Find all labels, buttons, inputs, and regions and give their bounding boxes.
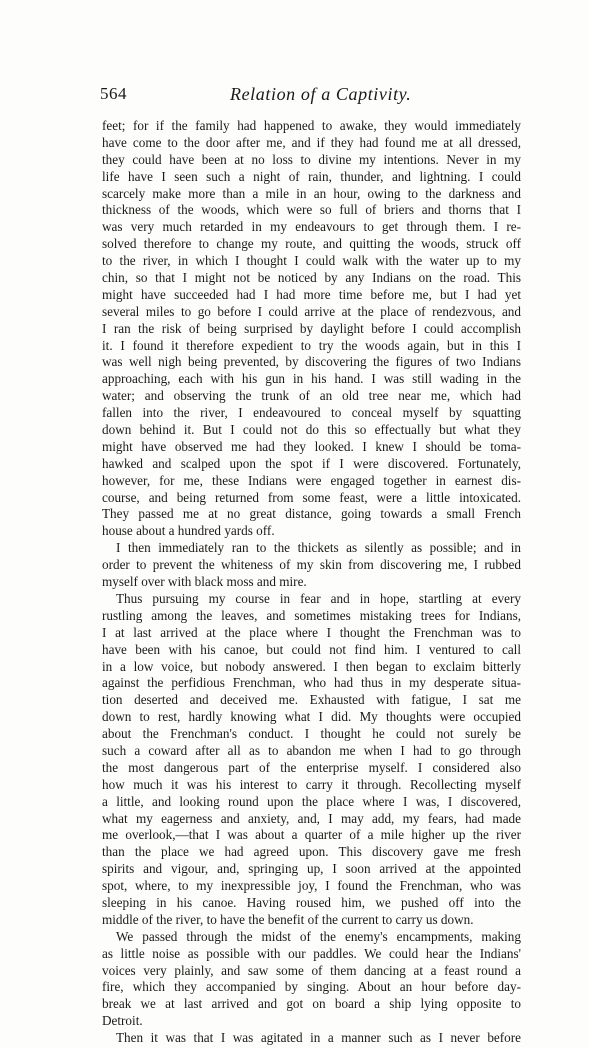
- text-line: house about a hundred yards off.: [102, 523, 275, 539]
- text-line: such a coward after all as to abandon me when I had to go through: [102, 742, 521, 758]
- text-line: I ran the risk of being surprised by daylight before I could accomplish: [102, 320, 521, 336]
- text-line: thickness of the woods, which were so full of briers and thorns that I: [102, 202, 521, 218]
- text-line: approaching, each with his gun in his hand. I was still wading in the: [102, 371, 521, 387]
- text-line: fallen into the river, I endeavoured to conceal myself by squatting: [102, 405, 521, 421]
- text-line: sleeping in his canoe. Having roused him, we pushed off into the: [102, 894, 521, 910]
- text-line: to the river, in which I thought I could walk with the water up to my: [102, 253, 521, 269]
- text-line: middle of the river, to have the benefit of the current to carry us down.: [102, 911, 474, 927]
- page-number: 564: [100, 84, 127, 103]
- text-line: order to prevent the whiteness of my skin from discovering me, I rubbed: [102, 557, 521, 573]
- text-line: chin, so that I might not be noticed by any Indians on the road. This: [102, 270, 521, 286]
- text-line: was well nigh being prevented, by discovering the figures of two Indians: [102, 354, 521, 370]
- text-line: might have observed me had they looked. I knew I should be toma-: [102, 438, 521, 454]
- text-line: tion deserted and deceived me. Exhausted with fatigue, I sat me: [102, 692, 521, 708]
- text-line: they could have been at no loss to divine my intentions. Never in my: [102, 151, 521, 167]
- text-line: however, for me, these Indians were engaged together in earnest dis-: [102, 472, 521, 488]
- text-line: I then immediately ran to the thickets as silently as possible; and in: [116, 540, 521, 556]
- text-line: scarcely make more than a mile in an hour, owing to the darkness and: [102, 185, 521, 201]
- text-line: was very much retarded in my endeavours to get through them. I re-: [102, 219, 521, 235]
- text-line: Detroit.: [102, 1013, 143, 1029]
- page-header: [100, 84, 520, 108]
- text-line: solved therefore to change my route, and quitting the woods, struck off: [102, 236, 521, 252]
- text-line: down behind it. But I could not do this so effectually but what they: [102, 422, 521, 438]
- text-line: course, and being returned from some feast, were a little intoxicated.: [102, 489, 521, 505]
- text-line: water; and observing the trunk of an old tree near me, which had: [102, 388, 521, 404]
- text-line: rustling among the leaves, and sometimes mistaking trees for Indians,: [102, 607, 521, 623]
- text-line: hawked and scalped upon the spot if I were discovered. Fortunately,: [102, 455, 521, 471]
- text-line: as little noise as possible with our paddles. We could hear the Indians': [102, 945, 521, 961]
- text-line: fire, which they accompanied by singing. About an hour before day-: [102, 979, 521, 995]
- text-line: might have succeeded had I had more time before me, but I had yet: [102, 286, 521, 302]
- text-line: how much it was his interest to carry it through. Recollecting myself: [102, 776, 521, 792]
- text-line: than the place we had agreed upon. This discovery gave me fresh: [102, 844, 521, 860]
- text-line: I at last arrived at the place where I thought the Frenchman was to: [102, 624, 521, 640]
- text-line: it. I found it therefore expedient to try the woods again, but in this I: [102, 337, 521, 353]
- text-line: against the perfidious Frenchman, who had thus in my desperate situa-: [102, 675, 521, 691]
- text-line: They passed me at no great distance, going towards a small French: [102, 506, 521, 522]
- text-line: myself over with black moss and mire.: [102, 574, 307, 590]
- text-line: what my eagerness and anxiety, and, I may add, my fears, had made: [102, 810, 521, 826]
- text-line: about the Frenchman's conduct. I thought he could not surely be: [102, 726, 521, 742]
- text-line: a little, and looking round upon the place where I was, I discovered,: [102, 793, 521, 809]
- text-line: Then it was that I was agitated in a manner such as I never before: [116, 1030, 521, 1046]
- text-line: have been with his canoe, but could not find him. I ventured to call: [102, 641, 521, 657]
- text-line: voices very plainly, and saw some of them dancing at a feast round a: [102, 962, 521, 978]
- text-line: spirits and vigour, and, springing up, I soon arrived at the appointed: [102, 861, 521, 877]
- text-line: Thus pursuing my course in fear and in hope, startling at every: [116, 590, 521, 606]
- text-line: in a low voice, but nobody answered. I then began to exclaim bitterly: [102, 658, 521, 674]
- text-line: the most dangerous part of the enterprise myself. I considered also: [102, 759, 521, 775]
- text-line: spot, where, to my inexpressible joy, I found the Frenchman, who was: [102, 878, 521, 894]
- text-line: break we at last arrived and got on board a ship lying opposite to: [102, 996, 521, 1012]
- text-line: have come to the door after me, and if they had found me at all dressed,: [102, 134, 521, 150]
- running-title: Relation of a Captivity.: [230, 84, 412, 104]
- body-text: [102, 118, 521, 1047]
- text-line: life have I seen such a night of rain, thunder, and lightning. I could: [102, 168, 521, 184]
- text-line: We passed through the midst of the enemy's encampments, making: [116, 928, 521, 944]
- text-line: several miles to go before I could arrive at the place of rendezvous, and: [102, 303, 521, 319]
- text-line: me overlook,—that I was about a quarter of a mile higher up the river: [102, 827, 521, 843]
- text-line: down to rest, hardly knowing what I did. My thoughts were occupied: [102, 709, 521, 725]
- text-line: feet; for if the family had happened to awake, they would immediately: [102, 118, 521, 133]
